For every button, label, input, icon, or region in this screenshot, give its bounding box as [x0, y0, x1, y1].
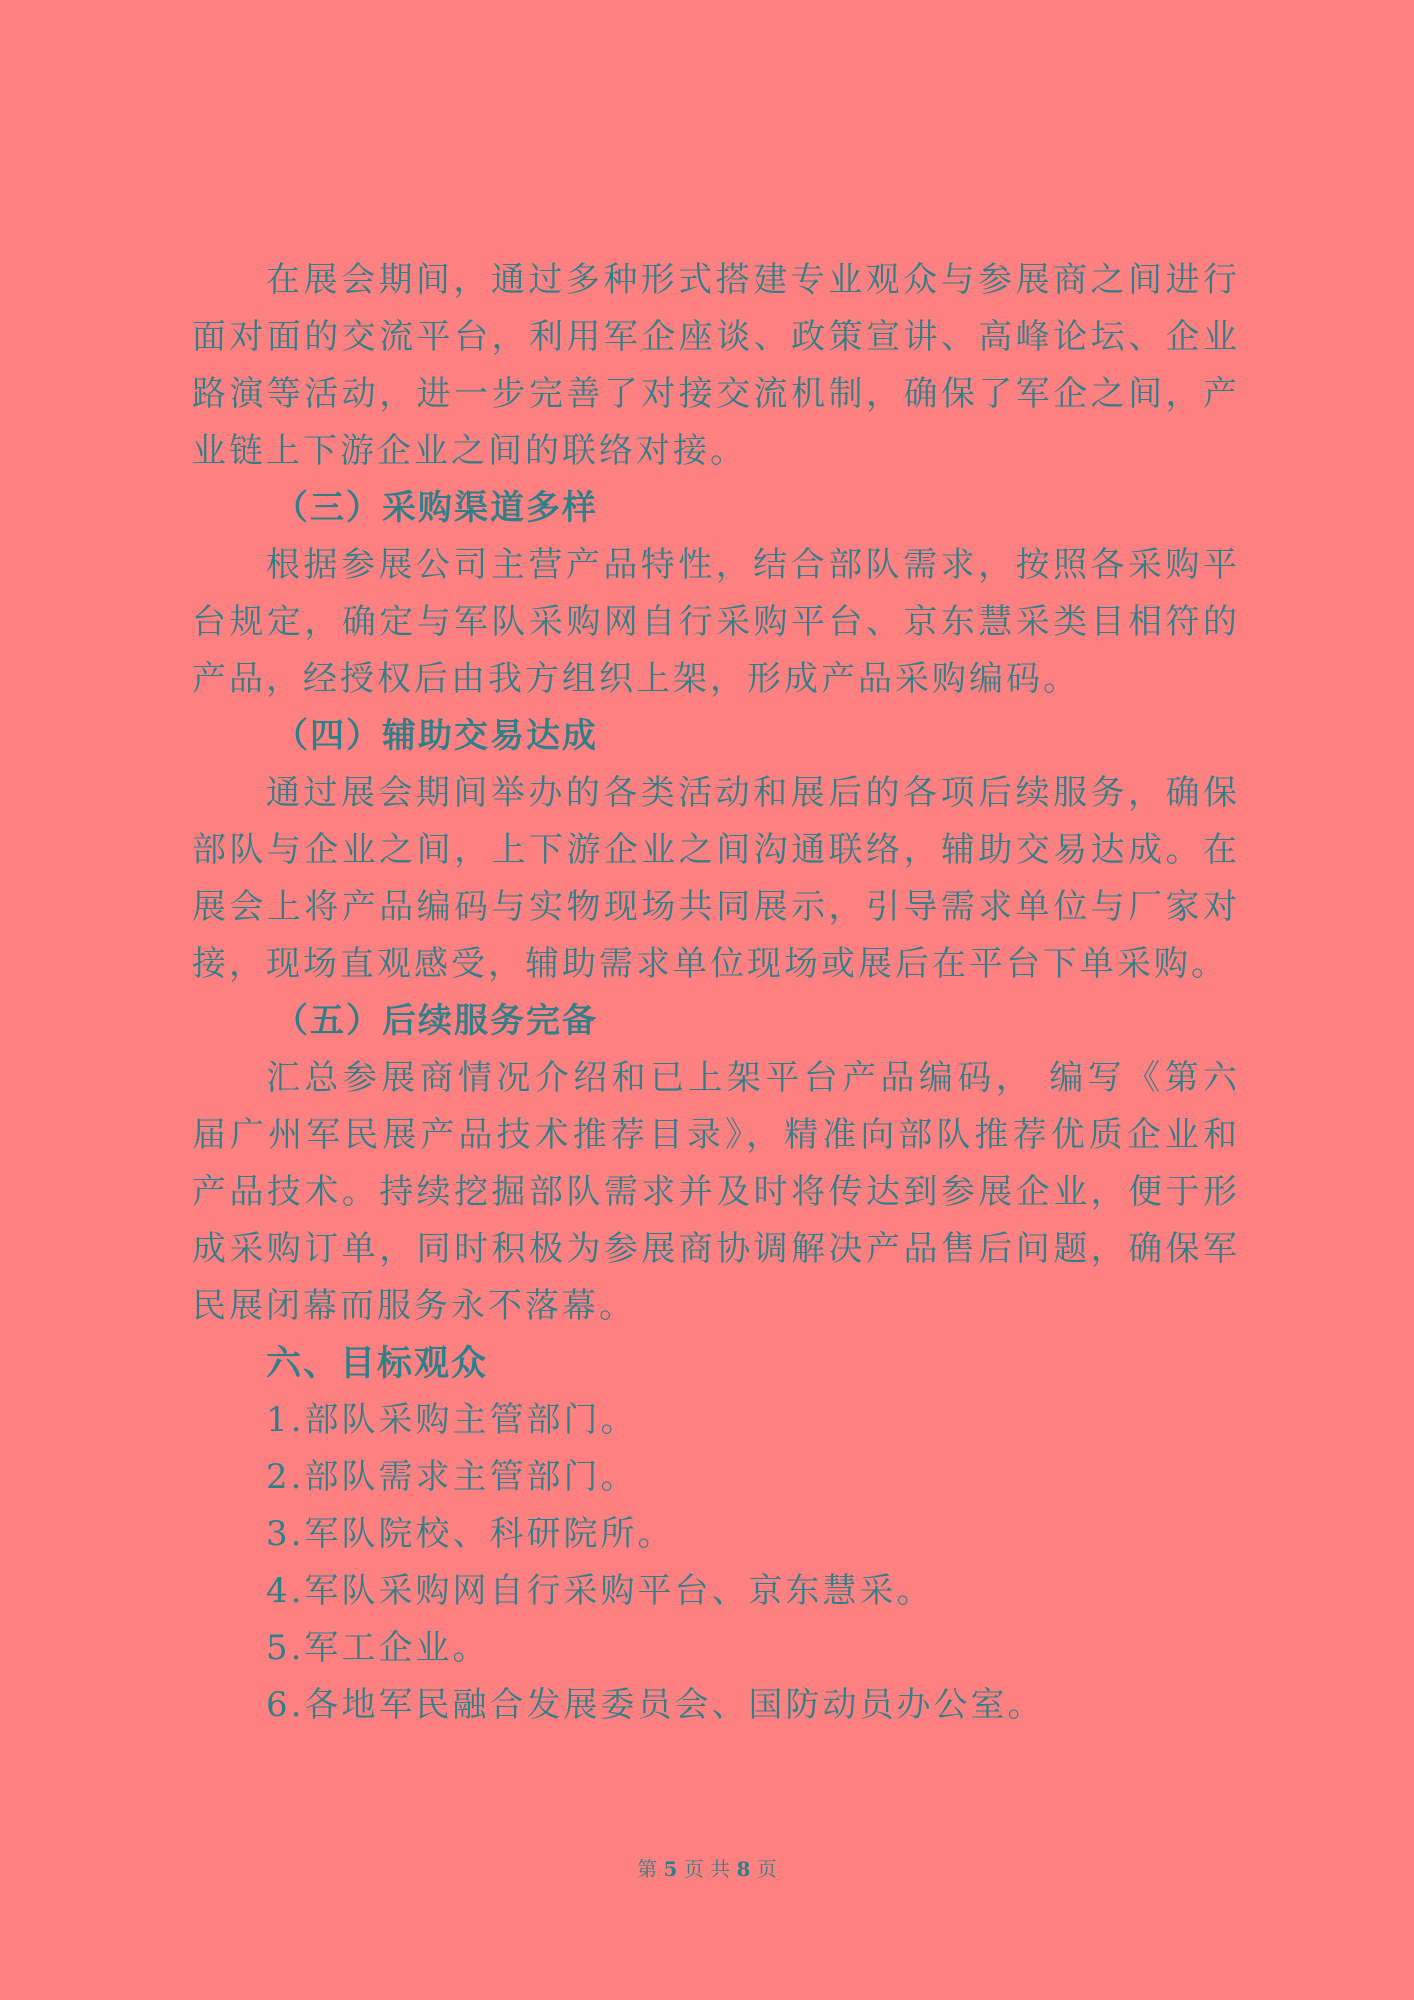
- audience-item: 4.军队采购网自行采购平台、京东慧采。: [266, 1571, 934, 1611]
- paragraph-transaction-support: 通过展会期间举办的各类活动和展后的各项后续服务，确保部队与企业之间，上下游企业之间沟通联络，辅助交易达成。在展会上将产品编码与实物现场共同展示，引导需求单位与厂家对接，现场直观感受，辅助需求单位现场或展后在平台下单采购。: [192, 773, 1240, 984]
- paragraph-followup-service: 汇总参展商情况介绍和已上架平台产品编码， 编写《第六届广州军民展产品技术推荐目录》，精准向部队推荐优质企业和产品技术。持续挖掘部队需求并及时将传达到参展企业，便于形成采购订单，同时积极为参展商协调解决产品售后问题，确保军民展闭幕而服务永不落幕。: [192, 1058, 1240, 1326]
- audience-item: 6.各地军民融合发展委员会、国防动员办公室。: [266, 1685, 1045, 1725]
- footer-middle: 页 共: [683, 1857, 731, 1881]
- audience-item: 5.军工企业。: [266, 1628, 490, 1668]
- audience-item: 2.部队需求主管部门。: [266, 1457, 638, 1497]
- current-page-number: 5: [663, 1857, 678, 1881]
- total-page-number: 8: [736, 1857, 751, 1881]
- heading-procurement-channels: （三）采购渠道多样: [274, 488, 598, 528]
- audience-item: 3.军队院校、科研院所。: [266, 1514, 675, 1554]
- heading-target-audience: 六、目标观众: [266, 1343, 489, 1384]
- footer-prefix: 第: [637, 1857, 658, 1881]
- audience-list: [192, 1392, 1240, 1734]
- document-body: [192, 252, 1240, 1734]
- heading-transaction-support: （四）辅助交易达成: [274, 716, 598, 756]
- page-footer: [0, 1853, 1414, 1882]
- paragraph-procurement-channels: 根据参展公司主营产品特性，结合部队需求，按照各采购平台规定，确定与军队采购网自行采购平台、京东慧采类目相符的产品，经授权后由我方组织上架，形成产品采购编码。: [192, 545, 1240, 699]
- footer-suffix: 页: [756, 1857, 777, 1881]
- paragraph-exchange-platform: 在展会期间，通过多种形式搭建专业观众与参展商之间进行面对面的交流平台，利用军企座谈、政策宣讲、高峰论坛、企业路演等活动，进一步完善了对接交流机制，确保了军企之间，产业链上下游企业之间的联络对接。: [192, 260, 1240, 471]
- heading-followup-service: （五）后续服务完备: [274, 1001, 598, 1041]
- audience-item: 1.部队采购主管部门。: [266, 1400, 638, 1440]
